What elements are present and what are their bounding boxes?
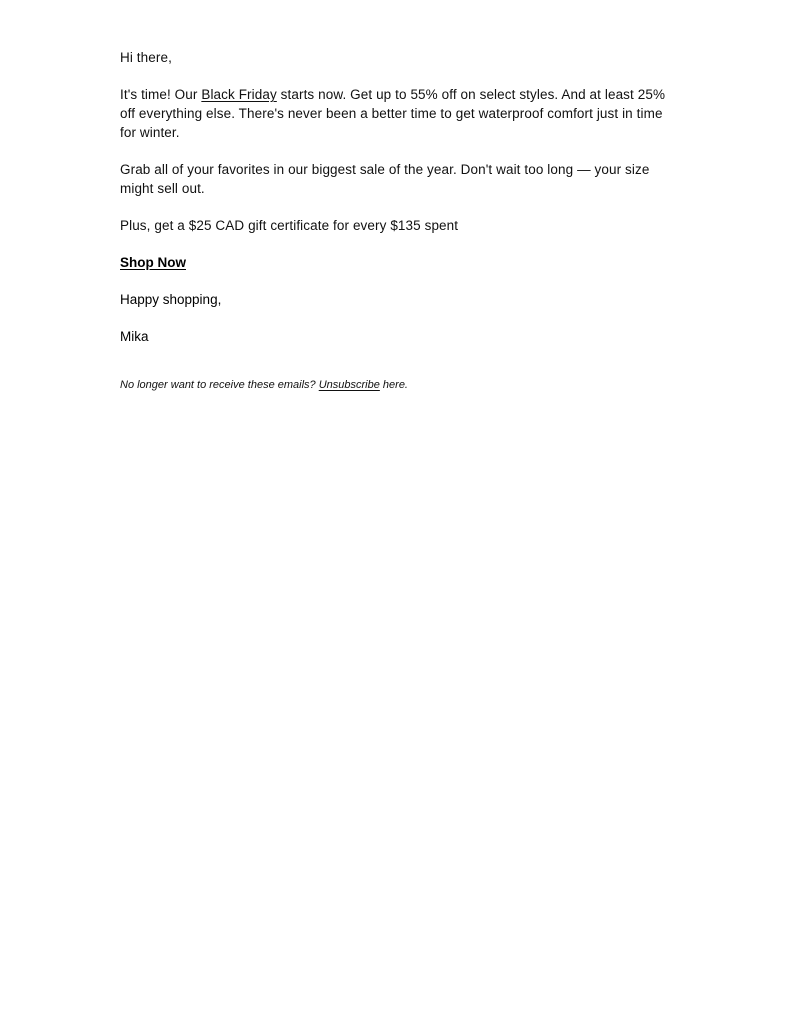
email-body bbox=[120, 48, 672, 404]
unsubscribe-link[interactable]: Unsubscribe bbox=[318, 379, 380, 391]
email-closing: Happy shopping, bbox=[120, 292, 222, 307]
footer-before-link: No longer want to receive these emails? bbox=[120, 379, 319, 391]
email-paragraph-gift-certificate: Plus, get a $25 CAD gift certificate for every $135 spent bbox=[120, 218, 459, 233]
email-paragraph-offer bbox=[120, 85, 672, 142]
black-friday-link[interactable]: Black Friday bbox=[201, 87, 277, 102]
paragraph-1-after-link: starts now. Get up to 55% off on select styles. And at least 25% off everything else. There's never been a better time to get waterproof comfort just in time for winter. bbox=[120, 87, 666, 140]
email-signature: Mika bbox=[120, 329, 149, 344]
shop-now-link[interactable]: Shop Now bbox=[120, 255, 186, 270]
email-footer bbox=[120, 378, 672, 393]
email-greeting: Hi there, bbox=[120, 50, 172, 65]
shop-now-cta bbox=[120, 253, 672, 272]
footer-after-link: here. bbox=[379, 379, 408, 391]
paragraph-1-before-link: It's time! Our bbox=[120, 87, 202, 102]
email-paragraph-urgency: Grab all of your favorites in our biggest sale of the year. Don't wait too long — your size might sell out. bbox=[120, 162, 650, 196]
